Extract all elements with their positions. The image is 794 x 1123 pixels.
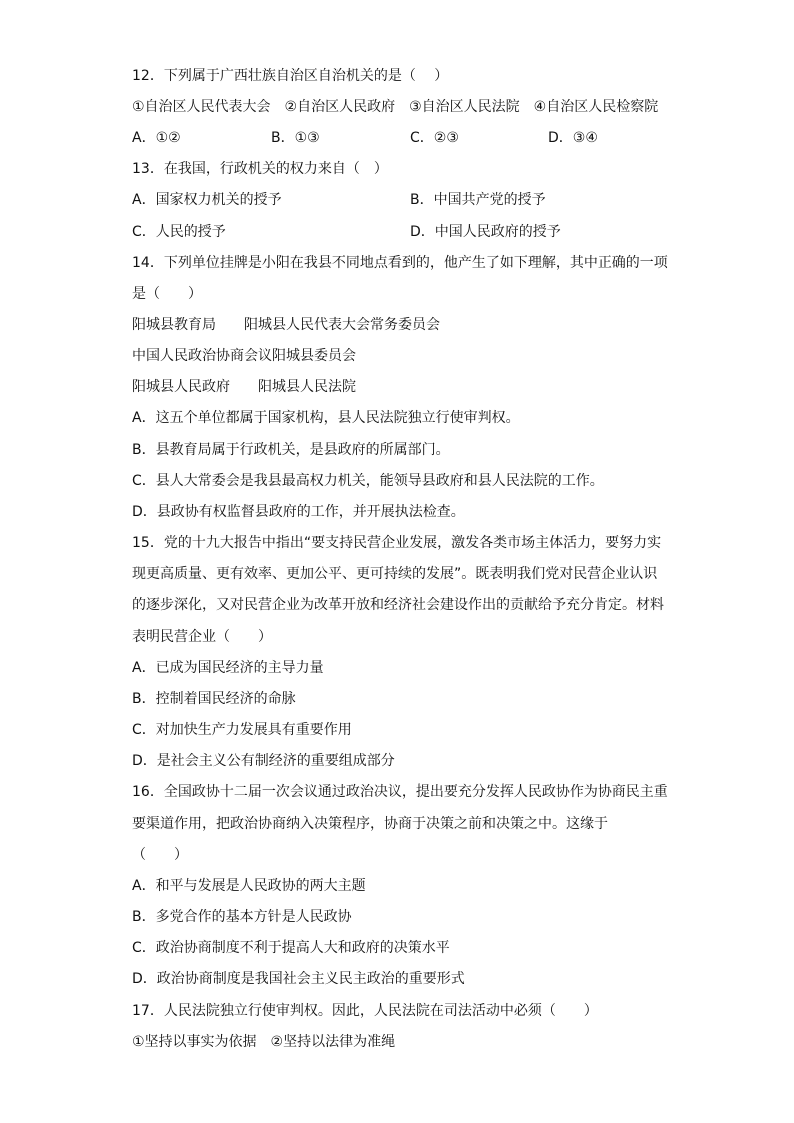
q14-material-line-3: 阳城县人民政府 阳城县人民法院 <box>132 379 356 395</box>
q16-option-a: A．和平与发展是人民政协的两大主题 <box>132 878 366 894</box>
q13-stem: 13．在我国，行政机关的权力来自（ ） <box>132 161 388 177</box>
q16-stem-line-1: 16．全国政协十二届一次会议通过政治决议，提出要充分发挥人民政协作为协商民主重 <box>132 784 668 800</box>
q16-option-b: B．多党合作的基本方针是人民政协 <box>132 909 352 925</box>
q14-option-d: D．县政协有权监督县政府的工作，并开展执法检查。 <box>132 504 465 520</box>
q14-option-a: A．这五个单位都属于国家机构，县人民法院独立行使审判权。 <box>132 410 520 426</box>
q13-option-a: A．国家权力机关的授予 <box>132 192 282 208</box>
q15-stem-line-3: 的逐步深化，又对民营企业为改革开放和经济社会建设作出的贡献给予充分肯定。材料 <box>132 597 664 613</box>
q12-option-b: B．①③ <box>271 130 320 146</box>
q15-stem-line-2: 现更高质量、更有效率、更加公平、更可持续的发展”。既表明我们党对民营企业认识 <box>132 566 658 582</box>
q14-stem-line-2: 是（ ） <box>132 286 202 302</box>
q13-option-c: C．人民的授予 <box>132 224 226 240</box>
q12-option-d: D．③④ <box>548 130 598 146</box>
q17-stem: 17．人民法院独立行使审判权。因此，人民法院在司法活动中必须（ ） <box>132 1003 598 1019</box>
q16-option-c: C．政治协商制度不利于提高人大和政府的决策水平 <box>132 940 450 956</box>
q14-material-line-2: 中国人民政治协商会议阳城县委员会 <box>132 348 356 364</box>
q12-stem: 12．下列属于广西壮族自治区自治机关的是（ ） <box>132 68 449 84</box>
q15-option-b: B．控制着国民经济的命脉 <box>132 691 296 707</box>
q15-option-a: A．已成为国民经济的主导力量 <box>132 660 324 676</box>
q14-stem-line-1: 14．下列单位挂牌是小阳在我县不同地点看到的，他产生了如下理解，其中正确的一项 <box>132 255 668 271</box>
q16-stem-line-2: 要渠道作用，把政治协商纳入决策程序，协商于决策之前和决策之中。这缘于 <box>132 816 608 832</box>
q15-option-d: D．是社会主义公有制经济的重要组成部分 <box>132 753 395 769</box>
q13-option-b: B．中国共产党的授予 <box>410 192 546 208</box>
q16-stem-line-3: （ ） <box>132 847 188 863</box>
q15-stem-line-1: 15．党的十九大报告中指出“要支持民营企业发展，激发各类市场主体活力，要努力实 <box>132 535 662 551</box>
q16-option-d: D．政治协商制度是我国社会主义民主政治的重要形式 <box>132 971 465 987</box>
q13-option-d: D．中国人民政府的授予 <box>410 224 561 240</box>
q12-items: ①自治区人民代表大会 ②自治区人民政府 ③自治区人民法院 ④自治区人民检察院 <box>132 99 659 115</box>
q14-option-c: C．县人大常委会是我县最高权力机关，能领导县政府和县人民法院的工作。 <box>132 473 604 489</box>
q17-items: ①坚持以事实为依据 ②坚持以法律为准绳 <box>132 1034 396 1050</box>
q12-option-a: A．①② <box>132 130 181 146</box>
q15-stem-line-4: 表明民营企业（ ） <box>132 629 272 645</box>
q14-option-b: B．县教育局属于行政机关，是县政府的所属部门。 <box>132 442 450 458</box>
q15-option-c: C．对加快生产力发展具有重要作用 <box>132 722 352 738</box>
q12-option-c: C．②③ <box>410 130 459 146</box>
q14-material-line-1: 阳城县教育局 阳城县人民代表大会常务委员会 <box>132 317 440 333</box>
